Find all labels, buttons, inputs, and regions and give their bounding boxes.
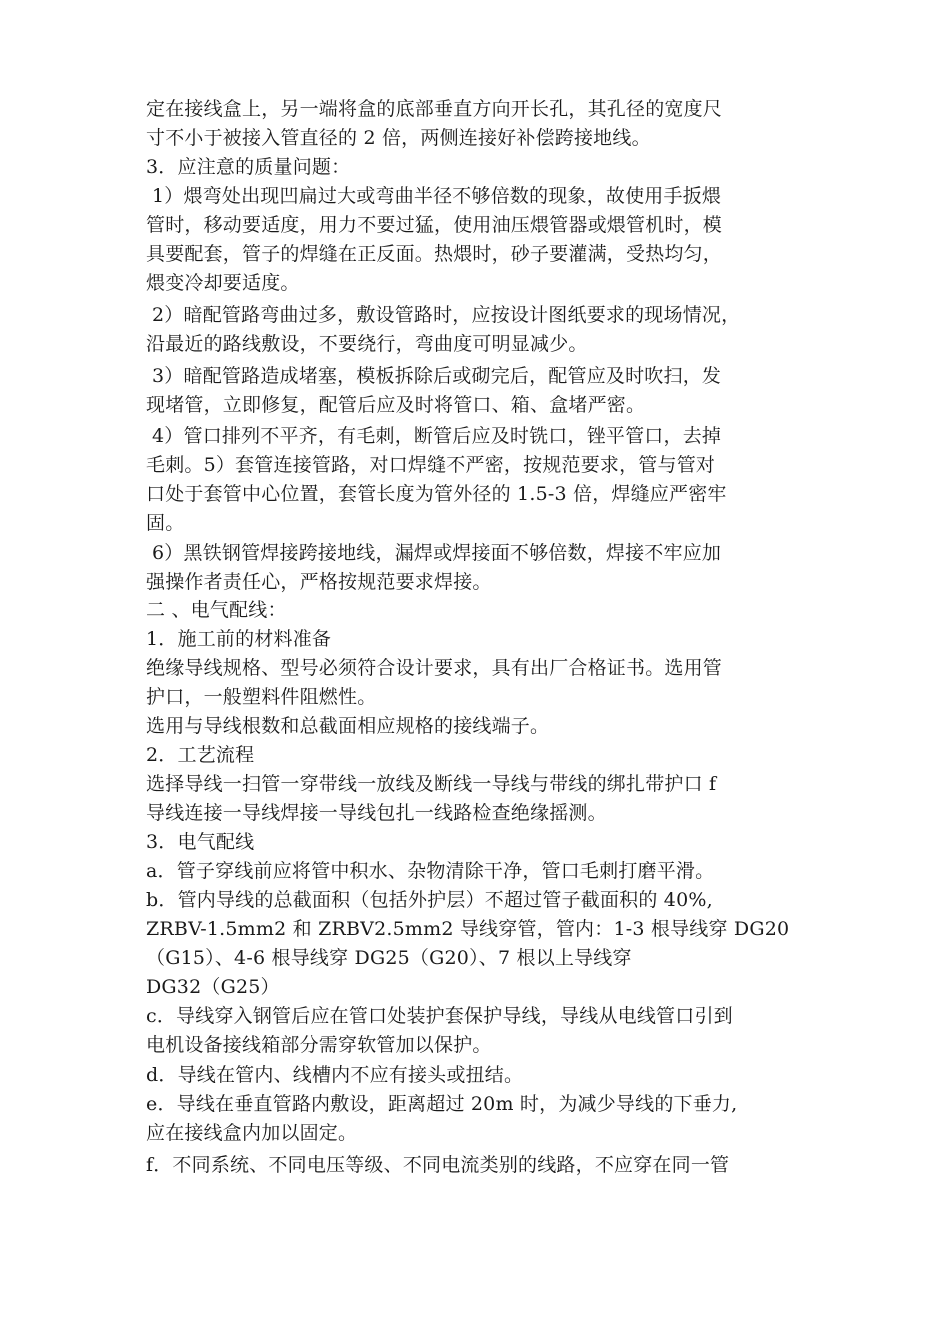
- text-line: 导线连接一导线焊接一导线包扎一线路检查绝缘摇测。: [146, 802, 607, 824]
- text-line: 沿最近的路线敷设，不要绕行，弯曲度可明显减少。: [146, 333, 588, 355]
- heading-process-flow: 2．工艺流程: [146, 744, 255, 766]
- text-line: 应在接线盒内加以固定。: [146, 1122, 358, 1144]
- text-line: 护口，一般塑料件阻燃性。: [146, 686, 377, 708]
- list-item-c: c．导线穿入钢管后应在管口处装护套保护导线，导线从电线管口引到: [146, 1005, 733, 1027]
- list-item-b: b．管内导线的总截面积（包括外护层）不超过管子截面积的 40%,: [146, 889, 713, 911]
- text-line: 4）管口排列不平齐，有毛刺，断管后应及时铣口，锉平管口，去掉: [152, 425, 722, 447]
- list-item-e: e．导线在垂直管路内敷设，距离超过 20m 时，为减少导线的下垂力,: [146, 1093, 738, 1115]
- text-line: （G15）、4-6 根导线穿 DG25（G20）、7 根以上导线穿: [146, 947, 632, 969]
- text-line: 电机设备接线箱部分需穿软管加以保护。: [146, 1034, 492, 1056]
- text-line: 定在接线盒上，另一端将盒的底部垂直方向开长孔，其孔径的宽度尺: [146, 98, 723, 120]
- text-line: 管时，移动要适度，用力不要过猛，使用油压煨管器或煨管机时，模: [146, 214, 723, 236]
- text-line: 绝缘导线规格、型号必须符合设计要求，具有出厂合格证书。选用管: [146, 657, 723, 679]
- heading-electrical-wiring: 二 、电气配线：: [146, 599, 287, 621]
- heading-wiring: 3．电气配线: [146, 831, 255, 853]
- text-line: 6）黑铁钢管焊接跨接地线，漏焊或焊接面不够倍数，焊接不牢应加: [152, 542, 722, 564]
- heading-material-prep: 1．施工前的材料准备: [146, 628, 332, 650]
- list-item-a: a．管子穿线前应将管中积水、杂物清除干净，管口毛刺打磨平滑。: [146, 860, 715, 882]
- text-line: 3）暗配管路造成堵塞，模板拆除后或砌完后，配管应及时吹扫，发: [152, 365, 722, 387]
- heading-quality-issues: 3．应注意的质量问题：: [146, 156, 351, 178]
- text-line: 1）煨弯处出现凹扁过大或弯曲半径不够倍数的现象，故使用手扳煨: [152, 185, 722, 207]
- list-item-d: d．导线在管内、线槽内不应有接头或扭结。: [146, 1064, 524, 1086]
- text-line: 强操作者责任心，严格按规范要求焊接。: [146, 571, 492, 593]
- text-line: 固。: [146, 512, 185, 534]
- text-line: 现堵管，立即修复，配管后应及时将管口、箱、盒堵严密。: [146, 394, 646, 416]
- text-line: 寸不小于被接入管直径的 2 倍，两侧连接好补偿跨接地线。: [146, 127, 651, 149]
- text-line: 选择导线一扫管一穿带线一放线及断线一导线与带线的绑扎带护口 f: [146, 773, 717, 795]
- list-item-f: f．不同系统、不同电压等级、不同电流类别的线路，不应穿在同一管: [146, 1154, 730, 1176]
- text-line: 毛刺。5）套管连接管路，对口焊缝不严密，按规范要求，管与管对: [146, 454, 716, 476]
- text-line: 煨变冷却要适度。: [146, 272, 300, 294]
- text-line: 2）暗配管路弯曲过多，敷设管路时，应按设计图纸要求的现场情况，: [152, 304, 741, 326]
- text-line: 口处于套管中心位置，套管长度为管外径的 1.5-3 倍，焊缝应严密牢: [146, 483, 727, 505]
- text-line: 具要配套，管子的焊缝在正反面。热煨时，砂子要灌满，受热均匀，: [146, 243, 723, 265]
- text-line: ZRBV-1.5mm2 和 ZRBV2.5mm2 导线穿管，管内：1-3 根导线穿 DG20: [146, 918, 790, 940]
- text-line: DG32（G25）: [146, 976, 280, 998]
- text-line: 选用与导线根数和总截面相应规格的接线端子。: [146, 715, 550, 737]
